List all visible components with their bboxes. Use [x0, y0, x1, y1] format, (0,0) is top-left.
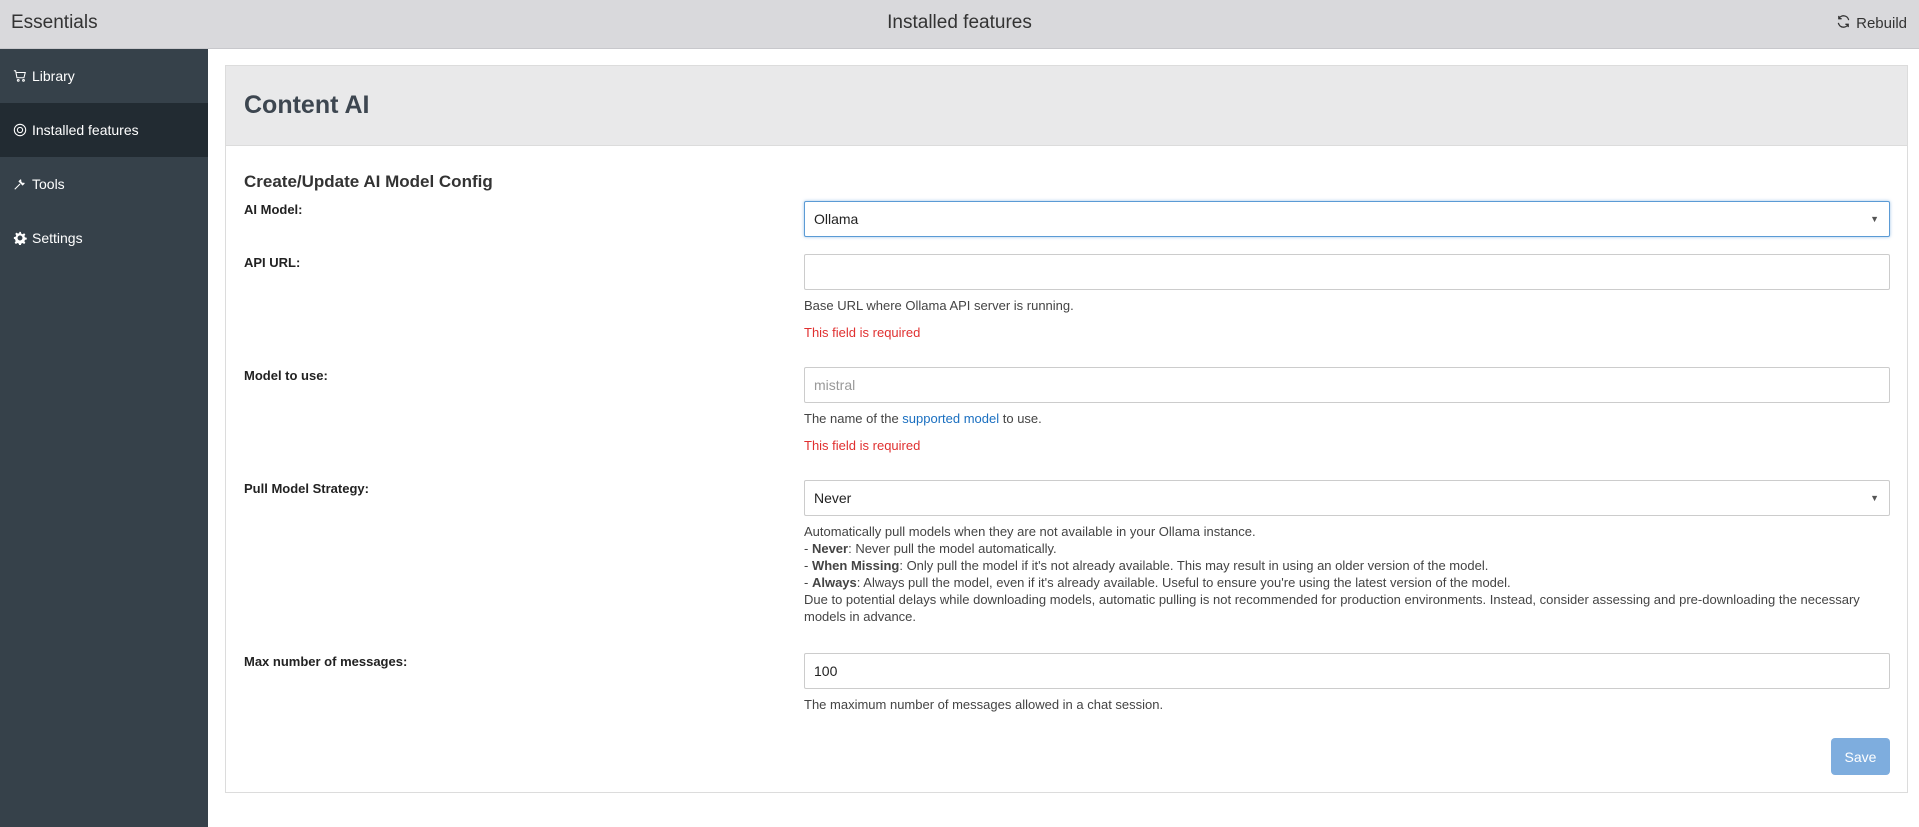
- pull-help-missing-text: : Only pull the model if it's not already available. This may result in using an older version of the model.: [899, 558, 1489, 573]
- caret-down-icon: ▼: [1870, 214, 1879, 224]
- pull-strategy-value: Never: [814, 490, 852, 506]
- max-messages-help: The maximum number of messages allowed in a chat session.: [804, 697, 1164, 712]
- pull-help-always-key: Always: [811, 575, 857, 590]
- sidebar: [0, 49, 208, 827]
- page-title: Installed features: [887, 12, 1032, 33]
- sidebar-item-settings[interactable]: [0, 211, 208, 265]
- api-url-help: Base URL where Ollama API server is running.: [804, 298, 1074, 313]
- app-title: Essentials: [11, 12, 98, 33]
- model-help-suffix: to use.: [999, 411, 1042, 426]
- save-button[interactable]: Save: [1831, 738, 1890, 775]
- pull-help-missing-key: When Missing: [811, 558, 900, 573]
- pull-help-never-key: Never: [811, 541, 849, 556]
- cart-icon: [13, 69, 27, 83]
- sidebar-item-label: Library: [32, 68, 75, 84]
- pull-strategy-help: [804, 523, 1894, 625]
- max-messages-label: Max number of messages:: [244, 654, 408, 669]
- sidebar-item-library[interactable]: [0, 49, 208, 103]
- refresh-icon: [1836, 14, 1851, 33]
- pull-help-missing: - When Missing: Only pull the model if it's not already available. This may result in using an older version of the model.: [804, 558, 1489, 573]
- panel-header: [226, 66, 1907, 146]
- sidebar-item-label: Installed features: [32, 122, 139, 138]
- pull-help-never: - Never: Never pull the model automatically.: [804, 541, 1057, 556]
- model-help: [804, 410, 1894, 427]
- pull-strategy-label: Pull Model Strategy:: [244, 481, 369, 496]
- circle-icon: [13, 123, 27, 137]
- sidebar-item-label: Tools: [32, 176, 65, 192]
- model-error: This field is required: [804, 438, 921, 453]
- wrench-icon: [13, 177, 27, 191]
- model-placeholder: mistral: [814, 377, 856, 393]
- ai-model-value: Ollama: [814, 211, 859, 227]
- model-label: Model to use:: [244, 368, 328, 383]
- sidebar-item-tools[interactable]: [0, 157, 208, 211]
- api-url-label: API URL:: [244, 255, 301, 270]
- rebuild-label: Rebuild: [1856, 15, 1907, 32]
- ai-model-label: AI Model:: [244, 202, 303, 217]
- caret-down-icon: ▼: [1870, 493, 1879, 503]
- model-input[interactable]: [804, 367, 1890, 403]
- pull-strategy-select[interactable]: [804, 480, 1890, 516]
- api-url-input[interactable]: [804, 254, 1890, 290]
- pull-help-intro: Automatically pull models when they are not available in your Ollama instance.: [804, 524, 1256, 539]
- supported-model-link[interactable]: supported model: [902, 411, 1000, 426]
- rebuild-button[interactable]: [1836, 14, 1907, 33]
- api-url-error: This field is required: [804, 325, 921, 340]
- model-help-prefix: The name of the: [804, 411, 903, 426]
- top-bar: [0, 0, 1919, 49]
- sidebar-item-label: Settings: [32, 230, 83, 246]
- content-panel: [225, 65, 1908, 793]
- gear-icon: [13, 231, 27, 245]
- pull-help-always: - Always: Always pull the model, even if it's already available. Useful to ensure you're using the latest version of the model.: [804, 575, 1511, 590]
- pull-help-never-text: : Never pull the model automatically.: [848, 541, 1057, 556]
- pull-help-always-text: : Always pull the model, even if it's already available. Useful to ensure you're using the latest version of the model.: [856, 575, 1511, 590]
- pull-help-outro: Due to potential delays while downloading models, automatic pulling is not recommended for production environments. Instead, consider assessing and pre-downloading the necessary models in advance.: [804, 592, 1860, 624]
- max-messages-input[interactable]: [804, 653, 1890, 689]
- ai-model-select[interactable]: [804, 201, 1890, 237]
- section-title: Create/Update AI Model Config: [244, 172, 493, 191]
- sidebar-item-installed-features[interactable]: [0, 103, 208, 157]
- panel-title: Content AI: [244, 91, 370, 119]
